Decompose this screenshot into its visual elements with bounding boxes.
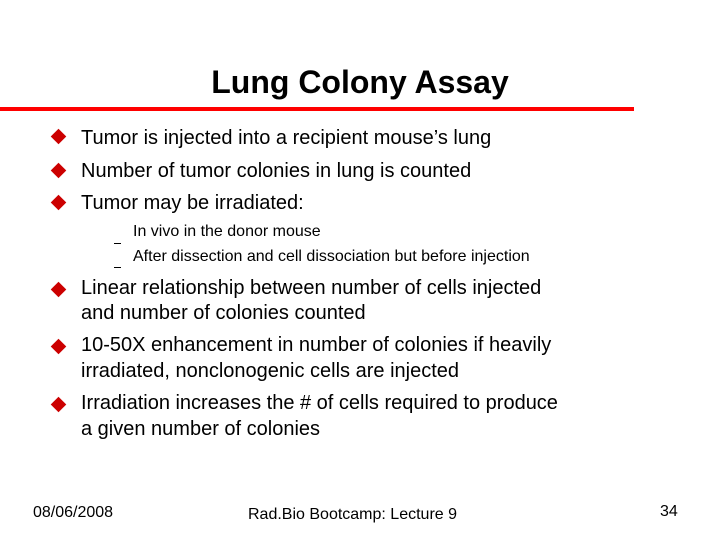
bullet-diamond-icon bbox=[51, 163, 67, 179]
footer-title: Rad.Bio Bootcamp: Lecture 9 bbox=[248, 506, 458, 523]
sub-bullet-dash-icon bbox=[114, 267, 121, 268]
bullet-text-line1: 10-50X enhancement in number of colonies if heavily bbox=[81, 334, 552, 356]
sub-bullet-text: After dissection and cell dissociation but before injection bbox=[133, 248, 530, 265]
bullet-text: Number of tumor colonies in lung is counted bbox=[81, 160, 472, 182]
bullet-text-line2: a given number of colonies bbox=[81, 418, 321, 440]
bullet-diamond-icon bbox=[51, 339, 67, 355]
footer-date: 08/06/2008 bbox=[33, 504, 114, 521]
title-underline bbox=[0, 107, 634, 111]
slide-title: Lung Colony Assay bbox=[211, 64, 509, 100]
bullet-text: Tumor may be irradiated: bbox=[81, 192, 304, 214]
bullet-text: Tumor is injected into a recipient mouse’s lung bbox=[81, 127, 492, 149]
bullet-text-line2: irradiated, nonclonogenic cells are injected bbox=[81, 360, 460, 382]
sub-bullet-dash-icon bbox=[114, 243, 121, 244]
bullet-text-line2: and number of colonies counted bbox=[81, 302, 366, 324]
sub-bullet-text: In vivo in the donor mouse bbox=[133, 223, 321, 240]
bullet-diamond-icon bbox=[51, 282, 67, 298]
bullet-text-line1: Irradiation increases the # of cells required to produce bbox=[81, 392, 558, 414]
bullet-text-line1: Linear relationship between number of cells injected bbox=[81, 277, 542, 299]
slide-number: 34 bbox=[660, 503, 678, 520]
bullet-diamond-icon bbox=[51, 195, 67, 211]
bullet-diamond-icon bbox=[51, 397, 67, 413]
bullet-diamond-icon bbox=[51, 129, 67, 145]
